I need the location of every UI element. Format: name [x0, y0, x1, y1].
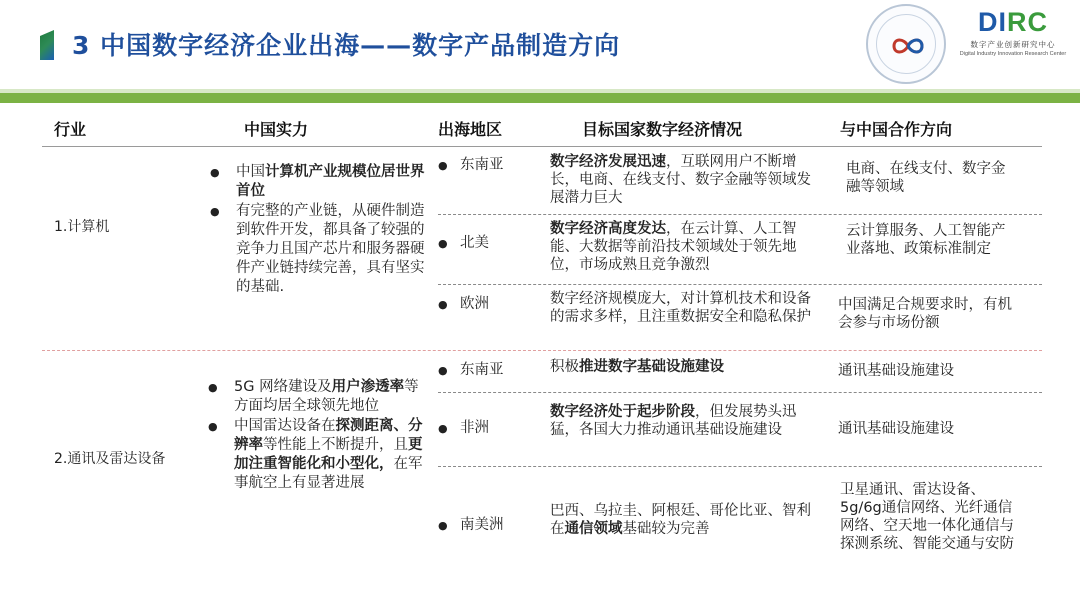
strength-item: ● 有完整的产业链，从硬件制造到软件开发，都具备了较强的竞争力且国产芯片和服务器硬件产业链持续完善，具有坚实的基础.: [208, 202, 428, 297]
region-item: ● 北美: [438, 235, 489, 251]
header-band: [0, 93, 1080, 103]
strength-item: ● 5G 网络建设及用户渗透率等方面均居全球领先地位: [206, 378, 426, 416]
cooperation-cell: 中国满足合规要求时，有机会参与市场份额: [838, 297, 1012, 331]
title-marker-decoration: [40, 30, 54, 60]
seal-infinity-icon: [868, 6, 948, 86]
cooperation-cell: 通讯基础设施建设: [838, 421, 954, 437]
region-item: ● 东南亚: [438, 362, 504, 378]
dirc-logo-en: Digital Industry Innovation Research Center: [959, 51, 1067, 57]
industry-label: 2.通讯及雷达设备: [54, 451, 166, 467]
section-divider: [42, 350, 1042, 351]
strength-item: ● 中国雷达设备在探测距离、分辨率等性能上不断提升，且更加注重智能化和小型化，在军事航空上有显著进展: [206, 417, 426, 493]
header-divider: [42, 146, 1042, 147]
strength-item: ● 中国计算机产业规模位居世界首位: [208, 163, 428, 201]
dirc-logo-word: DIRC: [978, 7, 1048, 37]
situation-cell: 数字经济规模庞大，对计算机技术和设备的需求多样，且注重数据安全和隐私保护: [550, 291, 811, 325]
region-item: ● 非洲: [438, 420, 489, 436]
row-divider: [438, 466, 1042, 467]
column-header-region: 出海地区: [438, 120, 503, 139]
row-divider: [438, 214, 1042, 215]
dirc-logo: [958, 8, 1068, 57]
region-item: ● 东南亚: [438, 157, 504, 173]
column-header-target-situation: 目标国家数字经济情况: [582, 120, 743, 139]
situation-cell: 数字经济高度发达，在云计算、人工智能、大数据等前沿技术领域处于领先地位，市场成熟且竞争激烈: [550, 221, 797, 273]
cooperation-cell: 卫星通讯、雷达设备、5g/6g通信网络、光纤通信网络、空天地一体化通信与探测系统、智能交通与安防: [840, 482, 1014, 552]
cooperation-cell: 电商、在线支付、数字金融等领域: [846, 161, 1006, 195]
situation-cell: 数字经济处于起步阶段，但发展势头迅猛，各国大力推动通讯基础设施建设: [550, 404, 797, 438]
china-strength-cell: [206, 378, 426, 494]
region-item: ● 南美洲: [438, 517, 504, 533]
situation-cell: 数字经济发展迅速，互联网用户不断增长，电商、在线支付、数字金融等领域发展潜力巨大: [550, 154, 811, 206]
column-header-cooperation: 与中国合作方向: [840, 120, 953, 139]
row-divider: [438, 284, 1042, 285]
region-item: ● 欧洲: [438, 296, 489, 312]
dirc-logo-cn: 数字产业创新研究中心: [970, 40, 1056, 49]
institute-seal-logo: [866, 4, 946, 84]
industry-label: 1.计算机: [54, 219, 110, 235]
cooperation-cell: 云计算服务、人工智能产业落地、政策标准制定: [846, 223, 1006, 257]
situation-cell: 积极推进数字基础设施建设: [550, 359, 724, 375]
china-strength-cell: [208, 163, 428, 298]
situation-cell: 巴西、乌拉圭、阿根廷、哥伦比亚、智利在通信领域基础较为完善: [550, 503, 811, 537]
row-divider: [438, 392, 1042, 393]
slide-title: 3 中国数字经济企业出海——数字产品制造方向: [72, 31, 621, 60]
cooperation-cell: 通讯基础设施建设: [838, 363, 954, 379]
column-header-china-strength: 中国实力: [244, 120, 309, 139]
column-header-industry: 行业: [54, 120, 87, 139]
